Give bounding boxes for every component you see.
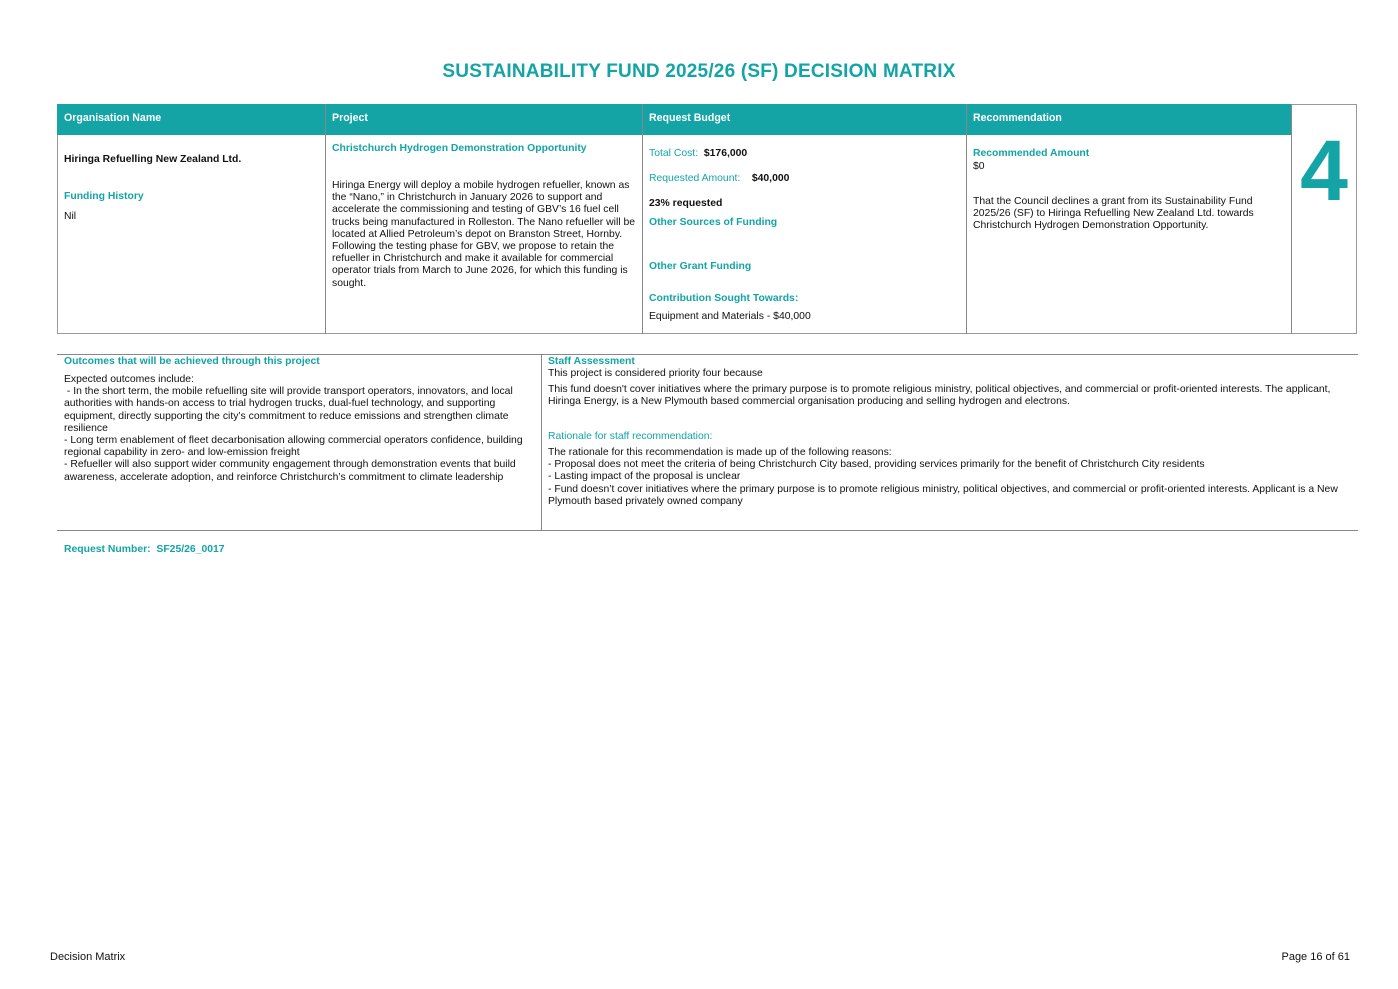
other-sources-label: Other Sources of Funding bbox=[649, 217, 778, 228]
page-number: Page 16 of 61 bbox=[1281, 951, 1350, 963]
contribution-label: Contribution Sought Towards: bbox=[649, 293, 799, 304]
column-divider bbox=[966, 104, 967, 334]
outcomes-label: Outcomes that will be achieved through this project bbox=[64, 356, 320, 367]
rationale-text bbox=[548, 447, 1353, 508]
project-description: Hiringa Energy will deploy a mobile hydrogen refueller, known as the “Nano,” in Christchurch in January 2026 to support and accelerate the commissioning and testing of GBV’s 16 fuel cell trucks being manufactured in Rolleston. The Nano refueller will be located at Allied Petroleum’s depot on Branston Street, Hornby. Following the testing phase for GBV, we propose to retain the refueller in Christchurch and make it available for commercial operator trials from March to June 2026, for which this funding is sought. bbox=[332, 180, 636, 289]
total-cost bbox=[649, 148, 747, 160]
recommended-amount-label: Recommended Amount bbox=[973, 148, 1090, 159]
total-cost-value: $176,000 bbox=[703, 148, 748, 159]
header-budget: Request Budget bbox=[642, 104, 966, 135]
outcomes-text bbox=[64, 374, 534, 484]
outcome-item: - Refueller will also support wider community engagement through demonstration events that build awareness, accelerate adoption, and reinforce Christchurch’s commitment to climate leadership bbox=[64, 459, 516, 483]
total-cost-label: Total Cost: bbox=[649, 148, 699, 159]
rationale-intro: The rationale for this recommendation is made up of the following reasons: bbox=[548, 447, 892, 458]
section-divider bbox=[57, 354, 1358, 355]
rationale-label: Rationale for staff recommendation: bbox=[548, 431, 713, 442]
recommended-amount-value: $0 bbox=[973, 161, 985, 172]
request-number-value: SF25/26_0017 bbox=[156, 544, 225, 555]
rationale-item: - Lasting impact of the proposal is unclear bbox=[548, 471, 741, 483]
percent-requested: 23% requested bbox=[649, 198, 723, 209]
recommendation-text: That the Council declines a grant from its Sustainability Fund 2025/26 (SF) to Hiringa Refuelling New Zealand Ltd. towards Christchurch Hydrogen Demonstration Opportunity. bbox=[973, 196, 1254, 232]
header-organisation: Organisation Name bbox=[57, 104, 325, 135]
requested-amount bbox=[649, 173, 789, 185]
outcomes-intro: Expected outcomes include: bbox=[64, 374, 194, 385]
column-divider bbox=[541, 354, 542, 531]
requested-amount-value: $40,000 bbox=[751, 173, 790, 184]
outcome-item: - Long term enablement of fleet decarbonisation allowing commercial operators confidence, building regional capability in zero- and low-emission freight bbox=[64, 435, 523, 459]
funding-history-label: Funding History bbox=[64, 191, 144, 202]
column-divider bbox=[1291, 104, 1292, 334]
priority-text: This project is considered priority four because bbox=[548, 368, 763, 379]
request-number bbox=[64, 544, 225, 556]
request-number-label: Request Number: bbox=[64, 544, 151, 555]
outcome-item: - In the short term, the mobile refuelling site will provide transport operators, innovators, and local authorities with hands-on access to trial hydrogen trucks, dual-fuel technology, and supporting equipment, directly supporting the city’s commitment to reduce emissions and strengthen climate resilience bbox=[64, 386, 516, 434]
project-name: Christchurch Hydrogen Demonstration Opportunity bbox=[332, 143, 587, 154]
column-divider bbox=[642, 104, 643, 334]
page-title: SUSTAINABILITY FUND 2025/26 (SF) DECISION MATRIX bbox=[442, 61, 956, 82]
organisation-name: Hiringa Refuelling New Zealand Ltd. bbox=[64, 154, 242, 165]
rationale-item: - Proposal does not meet the criteria of being Christchurch City based, providing services primarily for the benefit of Christchurch City residents bbox=[548, 459, 1205, 471]
header-recommendation: Recommendation bbox=[966, 104, 1291, 135]
other-grant-label: Other Grant Funding bbox=[649, 261, 752, 272]
requested-amount-label: Requested Amount: bbox=[649, 173, 741, 184]
footer-title: Decision Matrix bbox=[50, 951, 126, 963]
column-divider bbox=[325, 104, 326, 334]
priority-number: 4 bbox=[1300, 123, 1348, 219]
staff-assessment-text: This fund doesn't cover initiatives where the primary purpose is to promote religious ministry, political objectives, and commercial or profit-oriented interests. The applicant, Hiringa Energy, is a New Plymouth based commercial organisation producing and selling hydrogen and electrons. bbox=[548, 384, 1331, 408]
contribution-value: Equipment and Materials - $40,000 bbox=[649, 311, 811, 322]
header-project: Project bbox=[325, 104, 642, 135]
rationale-item: - Fund doesn’t cover initiatives where the primary purpose is to promote religious ministry, political objectives, and commercial or profit-oriented interests. Applicant is a New Plymouth based privately owned company bbox=[548, 483, 1338, 507]
section-divider bbox=[57, 530, 1358, 531]
staff-assessment-label: Staff Assessment bbox=[548, 356, 635, 367]
funding-history-value: Nil bbox=[64, 211, 77, 222]
